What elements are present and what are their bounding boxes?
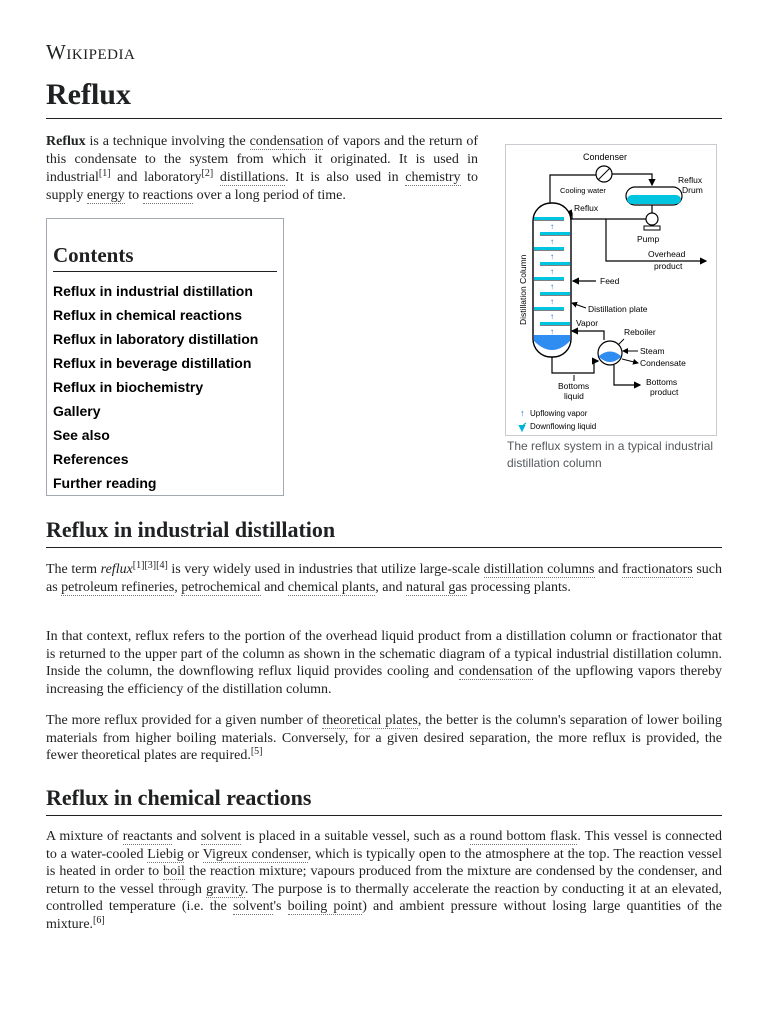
table-of-contents	[46, 218, 284, 496]
text: over a long period of time.	[193, 188, 346, 203]
distillation-plate-label: Distillation plate	[588, 304, 648, 314]
link-gravity[interactable]: gravity	[206, 881, 245, 897]
text: In that context, reflux refers to the portion of the overhead liquid product from a distillation column or fractionator that is returned to the upper part of the column as shown in the schematic diagram of a typical industrial distillation column. Inside the column, the downflowing reflux liquid provides cooling and	[46, 629, 722, 679]
text: A mixture of	[46, 829, 123, 844]
text: is a technique involving the	[85, 134, 250, 149]
text: to supply	[46, 170, 479, 203]
link-energy[interactable]: energy	[86, 188, 125, 203]
text: and	[172, 829, 201, 844]
link-vigreux-condenser[interactable]: Vigreux condenser	[202, 846, 308, 862]
reflux-drum-label-2: Drum	[682, 185, 703, 195]
figure-caption: The reflux system in a typical industrial distillation column	[507, 439, 714, 470]
link-boil[interactable]: boil	[163, 864, 185, 879]
steam-label: Steam	[640, 346, 665, 356]
condensate-label: Condensate	[640, 358, 686, 368]
legend-upflowing-vapor: Upflowing vapor	[530, 409, 588, 418]
text: and laboratory	[110, 170, 202, 185]
link-round-bottom-flask[interactable]: round bottom flask	[469, 829, 578, 844]
section1-paragraph-3	[46, 712, 722, 765]
pump-label: Pump	[637, 234, 660, 244]
svg-text:↑: ↑	[550, 312, 554, 321]
toc-item-chemical-reactions[interactable]: Reflux in chemical reactions	[53, 307, 243, 323]
references-1-3-4[interactable]: [1][3][4]	[132, 560, 168, 571]
text: ) and ambient pressure without losing large quantities of the mixture.	[46, 899, 722, 932]
cooling-water-label: Cooling water	[560, 186, 606, 195]
link-natural-gas[interactable]: natural gas	[406, 579, 468, 595]
text: to	[124, 188, 143, 203]
pump-icon	[646, 213, 658, 225]
section-heading-industrial-distillation: Reflux in industrial distillation	[46, 517, 722, 548]
downflow-arrow-icon	[522, 423, 526, 431]
toc-item-industrial-distillation[interactable]: Reflux in industrial distillation	[53, 283, 253, 299]
link-liebig[interactable]: Liebig	[147, 846, 184, 862]
column-label: Distillation Column	[518, 254, 528, 325]
link-petrochemical[interactable]: petrochemical	[181, 579, 261, 595]
link-reactants[interactable]: reactants	[122, 829, 173, 844]
text: , the better is the column's separation of lower boiling materials from higher boiling materials. Conversely, for a given desired separation, the more reflux is provided, the fewer theoretical plates are required.	[46, 713, 723, 763]
link-theoretical-plates[interactable]: theoretical plates	[322, 713, 418, 728]
toc-item-see-also[interactable]: See also	[53, 427, 110, 443]
svg-text:↑: ↑	[550, 237, 554, 246]
link-boiling-point[interactable]: boiling point	[287, 899, 363, 914]
text: . It is also used in	[285, 170, 406, 185]
text: . This vessel is connected to a water-cooled	[46, 829, 723, 862]
link-solvent[interactable]: solvent	[200, 829, 242, 844]
svg-text:↑: ↑	[550, 327, 554, 336]
text	[213, 170, 220, 185]
legend-downflowing-liquid: Downflowing liquid	[530, 422, 597, 431]
link-chemical-plants[interactable]: chemical plants	[287, 579, 376, 595]
vapor-label: Vapor	[576, 318, 599, 328]
bottoms-product-label-2: product	[650, 387, 679, 397]
svg-text:↑: ↑	[550, 282, 554, 291]
condenser-label: Condenser	[583, 152, 628, 162]
distillation-diagram-figure[interactable]	[505, 144, 717, 436]
feed-label: Feed	[600, 276, 620, 286]
text: ,	[174, 579, 182, 595]
bottoms-liquid-label-2: liquid	[564, 391, 584, 401]
text: of the upflowing vapors thereby increasing the efficiency of the distillation column.	[46, 664, 723, 697]
section1-paragraph-2	[46, 628, 722, 698]
toc-item-biochemistry[interactable]: Reflux in biochemistry	[53, 379, 204, 395]
link-solvent-2[interactable]: solvent	[233, 899, 274, 914]
section1-paragraph-1	[46, 561, 722, 596]
text: is placed in a suitable vessel, such as a	[241, 829, 470, 844]
svg-text:↑: ↑	[550, 222, 554, 231]
link-distillation-columns[interactable]: distillation columns	[483, 562, 595, 577]
lead-term: Reflux	[46, 134, 86, 149]
text: of vapors and the return of this condensate to the system from which it originated. It is used in industrial	[46, 134, 478, 185]
reflux-label: Reflux	[574, 203, 599, 213]
text: and	[594, 562, 622, 577]
section-heading-chemical-reactions: Reflux in chemical reactions	[46, 785, 722, 816]
reflux-drum-label-1: Reflux	[678, 175, 703, 185]
reference-2[interactable]: [2]	[201, 168, 214, 179]
toc-item-further-reading[interactable]: Further reading	[53, 475, 157, 491]
text: . The purpose is to thermally accelerate the reaction by conducting it at an elevated, controlled temperature (i.e. the	[46, 881, 723, 914]
text: The term	[46, 562, 101, 577]
term-reflux: reflux	[100, 562, 133, 577]
text: and	[260, 579, 288, 595]
reference-5[interactable]: [5]	[250, 746, 263, 757]
svg-text:↑: ↑	[550, 297, 554, 306]
text: 's	[273, 899, 288, 914]
text: The more reflux provided for a given number of	[46, 713, 323, 728]
link-condensation[interactable]: condensation	[249, 134, 324, 149]
text: the reaction mixture; vapours produced from the mixture are condensed by the condenser, and return to the vessel through	[46, 864, 722, 897]
text: is very widely used in industries that utilize large-scale	[167, 562, 484, 577]
svg-text:↑: ↑	[550, 267, 554, 276]
link-fractionators[interactable]: fractionators	[621, 562, 693, 577]
text: such as	[46, 562, 722, 595]
link-petroleum-refineries[interactable]: petroleum refineries	[61, 579, 175, 595]
text: processing plants.	[467, 579, 571, 595]
svg-text:↑: ↑	[550, 252, 554, 261]
toc-item-beverage-distillation[interactable]: Reflux in beverage distillation	[53, 355, 252, 371]
reference-6[interactable]: [6]	[93, 914, 105, 926]
text: , and	[375, 579, 406, 595]
reference-1[interactable]: [1]	[98, 168, 111, 179]
toc-title: Contents	[53, 243, 277, 272]
overhead-product-label-2: product	[654, 261, 683, 271]
overhead-product-label-1: Overhead	[648, 249, 686, 259]
toc-item-references[interactable]: References	[53, 451, 129, 467]
link-condensation-2[interactable]: condensation	[458, 664, 533, 679]
text: , which is typically open to the atmosphere at the top. The reaction vessel is heated in order to	[46, 846, 722, 879]
bottoms-liquid-label-1: Bottoms	[558, 381, 590, 391]
distillation-column-diagram	[506, 145, 716, 435]
link-chemistry[interactable]: chemistry	[405, 170, 461, 185]
bottoms-product-label-1: Bottoms	[646, 377, 678, 387]
toc-item-gallery[interactable]: Gallery	[53, 403, 101, 419]
link-distillations[interactable]: distillations	[219, 170, 286, 185]
page-title: Reflux	[46, 78, 722, 119]
toc-item-laboratory-distillation[interactable]: Reflux in laboratory distillation	[53, 331, 259, 347]
wikipedia-wordmark[interactable]: Wikipedia	[46, 40, 136, 64]
text: or	[183, 846, 203, 862]
section2-paragraph-1	[46, 828, 722, 933]
reboiler-label: Reboiler	[624, 327, 656, 337]
link-reactions[interactable]: reactions	[142, 188, 194, 203]
upflow-arrow-icon: ↑	[520, 408, 525, 418]
lead-paragraph	[46, 133, 478, 205]
